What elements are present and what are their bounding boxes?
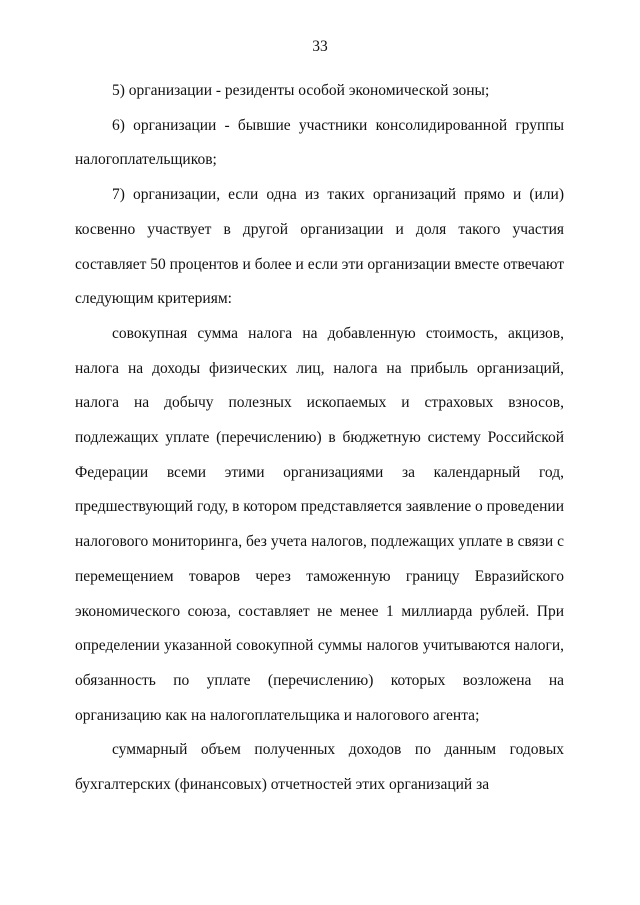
paragraph-item-6: 6) организации - бывшие участники консолидированной группы налогоплательщиков; xyxy=(75,116,564,169)
page-number: 33 xyxy=(312,38,328,55)
paragraph-item-7: 7) организации, если одна из таких организаций прямо и (или) косвенно участвует в другой организации и доля такого участия составляет 50 процентов и более и если эти организации вместе отвечают следующим критериям: xyxy=(75,186,564,308)
paragraph-criterion-tax-sum: совокупная сумма налога на добавленную стоимость, акцизов, налога на доходы физических лиц, налога на прибыль организаций, налога на добычу полезных ископаемых и страховых взносов, подлежащих уплате (перечислению) в бюджетную систему Российской Федерации всеми этими организациями за календарный год, предшествующий году, в котором представляется заявление о проведении налогового мониторинга, без учета налогов, подлежащих уплате в связи с перемещением товаров через таможенную границу Евразийского экономического союза, составляет не менее 1 миллиарда рублей. При определении указанной совокупной суммы налогов учитываются налоги, обязанность по уплате (перечислению) которых возложена на организацию как на налогоплательщика и налогового агента; xyxy=(75,324,564,724)
document-body xyxy=(75,74,564,803)
paragraph-criterion-income: суммарный объем полученных доходов по данным годовых бухгалтерских (финансовых) отчетностей этих организаций за xyxy=(75,741,564,794)
paragraph-item-5: 5) организации - резиденты особой экономической зоны; xyxy=(112,82,490,99)
